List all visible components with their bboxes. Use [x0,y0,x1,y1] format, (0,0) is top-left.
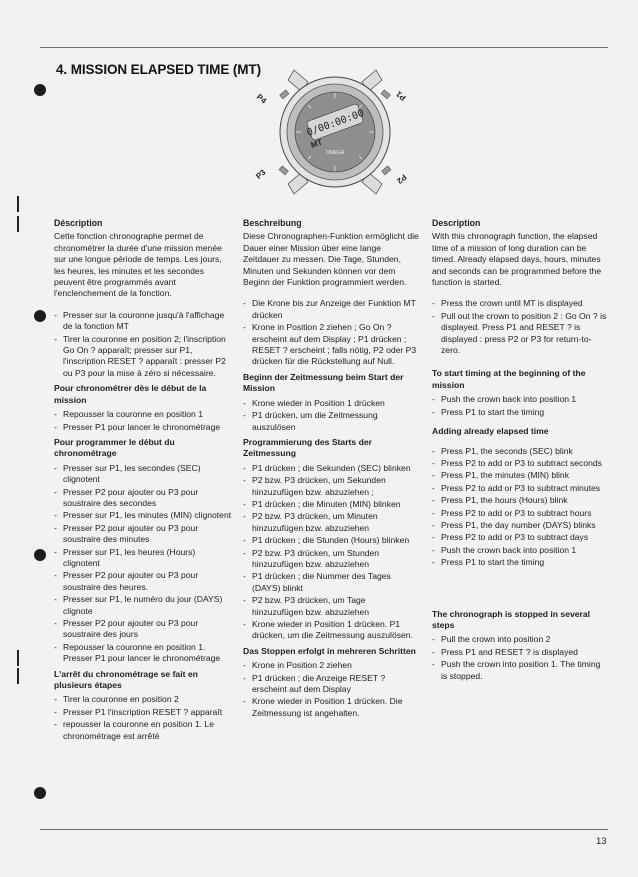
list-item: - P1 drücken, um die Zeitmessung auszulösen [243,410,419,433]
list-item: - Press P1, the seconds (SEC) blink [432,446,608,457]
section2-title-german: Programmierung des Starts der Zeitmessung [243,436,372,459]
list-item: - P1 drücken ; die Stunden (Hours) blinken [243,535,419,546]
pusher-label-p2: P2 [394,172,409,186]
column-french [54,218,234,746]
list-item: - Press P2 to add or P3 to subtract seconds [432,458,608,469]
list-item: - Presser P1 pour lancer le chronométrage [54,422,234,433]
heading-english: Description [432,218,481,228]
intro-german: Diese Chronographen-Funktion ermöglicht die Dauer einer Mission über eine lange Zeitdauer zu messen. Die Tage, Stunden, Minuten und Sekunden können vor dem Beginn der Funktion programmiert werden. [243,231,419,288]
list-item: - P1 drücken ; die Nummer des Tages (DAYS) blinkt [243,571,419,594]
top-rule [40,47,608,48]
list-item: - Presser sur la couronne jusqu'à l'affichage de la fonction MT [54,310,234,333]
list-item: - Pull out the crown to position 2 : Go On ? is displayed. Press P1 and RESET ? is displayed : press P2 or P3 for return-to-zero. [432,311,608,357]
list-item: - Press P2 to add or P3 to subtract days [432,532,608,543]
page-number: 13 [596,836,607,847]
punch-hole [34,549,46,561]
list-item: - P2 bzw. P3 drücken, um Tage hinzuzufügen bzw. abzuziehen [243,595,419,618]
edge-mark [17,196,19,212]
list-item: - Press P1 to start the timing [432,557,608,568]
punch-hole [34,787,46,799]
section2-list-french [54,463,234,665]
heading-german: Beschreibung [243,218,302,228]
list-item: - Press P1, the hours (Hours) blink [432,495,608,506]
list-item: - Press P1, the day number (DAYS) blinks [432,520,608,531]
list-item: - Presser P2 pour ajouter ou P3 pour soustraire des heures. [54,570,234,593]
list-item: - P1 drücken ; die Sekunden (SEC) blinken [243,463,419,474]
steps-german [243,298,419,367]
section1-list-french [54,409,234,433]
list-item: - Presser P2 pour ajouter ou P3 pour soustraire des jours [54,618,234,641]
list-item: - Pull the crown into position 2 [432,634,608,645]
section3-list-german [243,660,419,719]
list-item: - Presser P2 pour ajouter ou P3 pour soustraire des minutes [54,523,234,546]
list-item: - Presser sur P1, le numéro du jour (DAYS) clignote [54,594,234,617]
page-title: 4. MISSION ELAPSED TIME (MT) [56,62,261,77]
list-item: - Tirer la couronne en position 2; l'inscription Go On ? apparaît; presser sur P1, l'inscription RESET ? apparaît : presser P2 ou P3 pour la mise à zéro si nécessaire. [54,334,234,380]
steps-french [54,310,234,379]
list-item: - P2 bzw. P3 drücken, um Minuten hinzuzufügen bzw. abzuziehen [243,511,419,534]
list-item: - Presser sur P1, les heures (Hours) clignotent [54,547,234,570]
list-item: - Krone wieder in Position 1 drücken. Die Zeitmessung ist angehalten. [243,696,419,719]
list-item: - Krone in Position 2 ziehen [243,660,419,671]
watch-mode-text: MT [309,137,324,150]
list-item: - Press the crown until MT is displayed [432,298,608,309]
section3-list-french [54,694,234,742]
list-item: - P2 bzw. P3 drücken, um Sekunden hinzuzufügen bzw. abzuziehen ; [243,475,419,498]
list-item: - Press P2 to add or P3 to subtract hours [432,508,608,519]
pusher-label-p3: P3 [254,167,268,181]
section3-title-german: Das Stoppen erfolgt in mehreren Schritten [243,645,416,656]
list-item: - Push the crown into position 1. The timing is stopped. [432,659,608,682]
steps-english [432,298,608,356]
watch-brand: OMEGA [325,150,345,156]
column-english [432,218,608,686]
edge-mark [17,650,19,666]
intro-english: With this chronograph function, the elapsed time of a mission of long duration can be timed. Already elapsed days, hours, minutes and seconds can be programmed before the function is started. [432,231,602,288]
list-item: - P1 drücken ; die Anzeige RESET ? erscheint auf dem Display [243,673,419,696]
section3-title-english: The chronograph is stopped in several steps [432,608,591,630]
list-item: - Press P1 and RESET ? is displayed [432,647,608,658]
watch-display-text: 0/00:00:00 [305,107,366,139]
section3-list-english [432,634,608,682]
list-item: - Krone wieder in Position 1 drücken [243,398,419,409]
punch-hole [34,310,46,322]
list-item: - Press P1, the minutes (MIN) blink [432,470,608,481]
list-item: - Press P1 to start the timing [432,407,608,418]
punch-hole [34,84,46,96]
edge-mark [17,216,19,232]
list-item: - Presser sur P1, les secondes (SEC) clignotent [54,463,234,486]
list-item: - Die Krone bis zur Anzeige der Funktion MT drücken [243,298,419,321]
watch-illustration [250,62,420,202]
intro-french: Cette fonction chronographe permet de chronométrer la durée d'une mission menée sur une longue période de temps. Les jours, les heures, les minutes et les secondes peuvent être programmés avant l'enclenchement de la fonction. [54,231,222,299]
section1-title-english: To start timing at the beginning of the mission [432,368,586,390]
list-item: - Push the crown back into position 1 [432,394,608,405]
pusher-label-p1: P1 [394,89,408,103]
list-item: - P2 bzw. P3 drücken, um Stunden hinzuzufügen bzw. abzuziehen [243,548,419,571]
section2-list-english [432,446,608,569]
section1-title-french: Pour chronométrer dès le début de la mission [54,383,207,405]
heading-french: Déscription [54,218,103,228]
edge-mark [17,668,19,684]
column-german [243,218,419,723]
list-item: - Repousser la couronne en position 1 [54,409,234,420]
section1-list-english [432,394,608,418]
list-item: - Repousser la couronne en position 1. Presser P1 pour lancer le chronométrage [54,642,234,665]
section1-title-german: Beginn der Zeitmessung beim Start der Mission [243,371,404,394]
list-item: - Push the crown back into position 1 [432,545,608,556]
pusher-label-p4: P4 [254,92,269,106]
list-item: - Krone wieder in Position 1 drücken. P1 drücken, um die Zeitmessung auszulösen. [243,619,419,642]
list-item: - Presser P1 l'inscription RESET ? apparaît [54,707,234,718]
list-item: - P1 drücken ; die Minuten (MIN) blinken [243,499,419,510]
section2-title-french: Pour programmer le début du chronométrage [54,436,175,459]
list-item: - Presser P2 pour ajouter ou P3 pour soustraire des secondes [54,487,234,510]
list-item: - Press P2 to add or P3 to subtract minutes [432,483,608,494]
bottom-rule [40,829,608,830]
list-item: - Presser sur P1, les minutes (MIN) clignotent [54,510,234,521]
section2-list-german [243,463,419,642]
list-item: - Krone in Position 2 ziehen ; Go On ? erscheint auf dem Display ; P1 drücken ; RESET ? erscheint ; falls nötig, P2 oder P3 drücken für die Rückstellung auf Null. [243,322,419,368]
list-item: - Tirer la couronne en position 2 [54,694,234,705]
section1-list-german [243,398,419,433]
list-item: - repousser la couronne en position 1. Le chronométrage est arrêté [54,719,234,742]
section2-title-english: Adding already elapsed time [432,426,549,437]
section3-title-french: L'arrêt du chronométrage se fait en plusieurs étapes [54,668,198,691]
